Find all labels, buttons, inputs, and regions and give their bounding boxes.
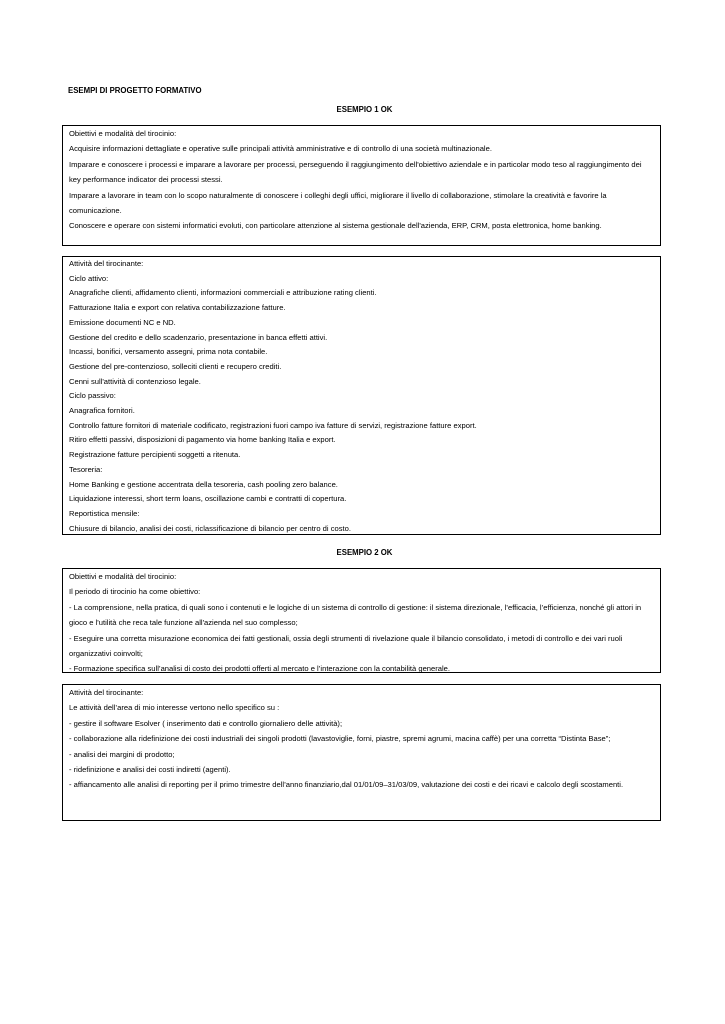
activity-item: - ridefinizione e analisi dei costi indiretti (agenti). xyxy=(69,765,231,775)
activity-item: Incassi, bonifici, versamento assegni, prima nota contabile. xyxy=(69,347,268,357)
activity-item: - gestire il software Esolver ( inserimento dati e controllo giornaliero delle attività); xyxy=(69,718,343,728)
activity-item: - affiancamento alle analisi di reporting per il primo trimestre dell’anno finanziario,dal 01/01/09–31/03/09, valutazione dei costi e dei ricavi e calcolo degli scostamenti. xyxy=(69,780,624,790)
activity-item: Le attività dell’area di mio interesse vertono nello specifico su : xyxy=(69,703,280,713)
example-2-activities-box xyxy=(62,684,661,821)
example-1-activities-box xyxy=(62,256,661,535)
activity-item: Anagrafiche clienti, affidamento clienti, informazioni commerciali e attribuzione rating clienti. xyxy=(69,288,377,298)
activity-item: Gestione del credito e dello scadenzario, presentazione in banca effetti attivi. xyxy=(69,332,328,342)
activity-item: Liquidazione interessi, short term loans, oscillazione cambi e contratti di copertura. xyxy=(69,494,347,504)
activities-label: Attività del tirocinante: xyxy=(69,259,144,268)
objective-item: Imparare e conoscere i processi e imparare a lavorare per processi, perseguendo il raggiungimento dell'obiettivo aziendale e in particolar modo teso al raggiungimento dei key performance indicator dei processi stessi. xyxy=(69,159,642,185)
example-2-objectives-box xyxy=(62,568,661,673)
activity-item: Ritiro effetti passivi, disposizioni di pagamento via home banking Italia e export. xyxy=(69,435,336,445)
objectives-label: Obiettivi e modalità del tirocinio: xyxy=(69,129,177,138)
document-title: ESEMPI DI PROGETTO FORMATIVO xyxy=(68,86,202,95)
objective-item: Imparare a lavorare in team con lo scopo naturalmente di conoscere i colleghi degli uffici, migliorare il livello di collaborazione, stimolare la creatività e favorire la comunicazione. xyxy=(69,190,607,216)
activity-item: Cenni sull'attività di contenzioso legale. xyxy=(69,376,201,386)
activity-section-label: Tesoreria: xyxy=(69,464,103,474)
activity-item: Chiusure di bilancio, analisi dei costi, riclassificazione di bilancio per centro di costo. xyxy=(69,523,351,533)
objective-item: Conoscere e operare con sistemi informatici evoluti, con particolare attenzione al sistema gestionale dell'azienda, ERP, CRM, posta elettronica, home banking. xyxy=(69,221,602,231)
objective-item: Il periodo di tirocinio ha come obiettivo: xyxy=(69,587,201,597)
objective-item: - La comprensione, nella pratica, di quali sono i contenuti e le logiche di un sistema di controllo di gestione: il sistema direzionale, l’efficacia, l’efficienza, nonché gli attori in gioco e l'utilità che reca tale funzione all'azienda nel suo complesso; xyxy=(69,602,642,628)
objective-item: - Formazione specifica sull’analisi di costo dei prodotti offerti al mercato e l’interazione con la contabilità generale. xyxy=(69,664,451,674)
activity-item: Registrazione fatture percipienti soggetti a ritenuta. xyxy=(69,450,241,460)
activity-item: Anagrafica fornitori. xyxy=(69,406,135,416)
activity-section-label: Ciclo passivo: xyxy=(69,391,116,401)
activity-section-label: Ciclo attivo: xyxy=(69,273,109,283)
objective-item: Acquisire informazioni dettagliate e operative sulle principali attività amministrative e di controllo di una società multinazionale. xyxy=(69,144,492,154)
activity-item: Home Banking e gestione accentrata della tesoreria, cash pooling zero balance. xyxy=(69,479,338,489)
objective-item: - Eseguire una corretta misurazione economica dei fatti gestionali, ossia degli strumenti di rivelazione quale il bilancio consolidato, i metodi di controllo e dei vari ruoli organizzativi coinvolti; xyxy=(69,633,623,659)
activity-item: Fatturazione Italia e export con relativa contabilizzazione fatture. xyxy=(69,303,286,313)
activity-item: Emissione documenti NC e ND. xyxy=(69,317,176,327)
activity-item: - collaborazione alla ridefinizione dei costi industriali dei singoli prodotti (lavastoviglie, forni, piastre, spremi agrumi, macina caffè) per una corretta “Distinta Base”; xyxy=(69,734,611,744)
activity-item: Gestione del pre-contenzioso, solleciti clienti e recupero crediti. xyxy=(69,361,282,371)
example-1-objectives-box xyxy=(62,125,661,246)
activity-item: Controllo fatture fornitori di materiale codificato, registrazioni fuori campo iva fatture di servizi, registrazione fatture export. xyxy=(69,420,477,430)
activity-item: - analisi dei margini di prodotto; xyxy=(69,749,175,759)
activities-label: Attività del tirocinante: xyxy=(69,688,144,697)
example-1-heading: ESEMPIO 1 OK xyxy=(336,105,393,114)
objectives-label: Obiettivi e modalità del tirocinio: xyxy=(69,572,177,581)
example-2-heading: ESEMPIO 2 OK xyxy=(336,548,393,557)
activity-section-label: Reportistica mensile: xyxy=(69,508,140,518)
